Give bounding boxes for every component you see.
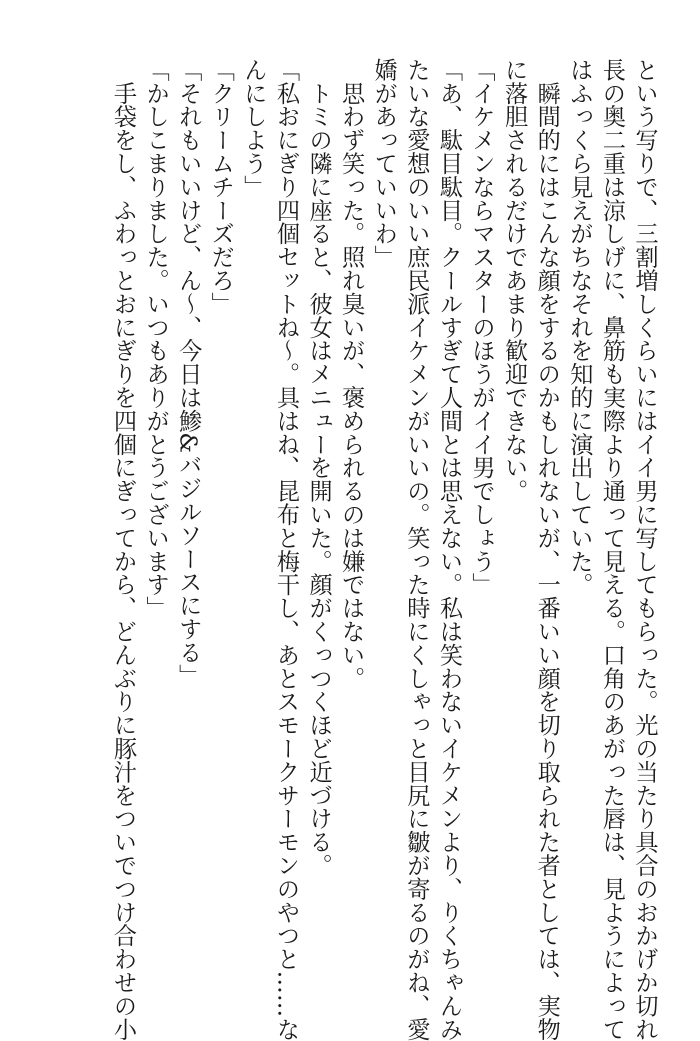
text-line-15: 「それもいいけど、ん～、今日は鯵&バジルソースにする」 xyxy=(174,58,202,688)
text-line-10: 思わず笑った。照れ臭いが、褒められるのは嫌ではない。 xyxy=(337,58,365,690)
text-line-14: 「クリームチーズだろ」 xyxy=(207,58,235,316)
text-line-16: 「かしこまりました。いつもありがとうございます」 xyxy=(142,58,170,620)
text-line-3: はふっくら見えがちなそれを知的に演出していた。 xyxy=(565,58,593,597)
text-line-12: 「私おにぎり四個セットね～。具はね、昆布と梅干し、あとスモークサーモンのやつと……な xyxy=(272,58,300,1041)
text-line-2: 長の奥二重は涼しげに、鼻筋も実際より通って見える。口角のあがった唇は、見ようによって xyxy=(598,58,626,1041)
text-line-8: たいな愛想のいい庶民派イケメンがいいの。笑った時にくしゃっと目尻に皺が寄るのがね、愛 xyxy=(402,58,430,1041)
text-line-1: という写りで、三割増しくらいにはイイ男に写してもらった。光の当たり具合のおかげか切れ xyxy=(631,58,658,1041)
text-line-4: 瞬間的にはこんな顔をするのかもしれないが、一番いい顔を切り取られた者としては、実物 xyxy=(533,58,561,1041)
text-line-5: に落胆されるだけであまり歓迎できない。 xyxy=(500,58,528,503)
text-line-17: 手袋をし、ふわっとおにぎりを四個にぎってから、どんぶりに豚汁をついでつけ合わせの小 xyxy=(109,58,137,1041)
vertical-text-body xyxy=(40,58,660,1041)
text-line-6: 「イケメンならマスターのほうがイイ男でしょう」 xyxy=(468,58,496,597)
text-line-13: んにしよう」 xyxy=(239,58,267,199)
text-line-9: 嬌があっていいわ」 xyxy=(370,58,398,269)
text-line-11: トミの隣に座ると、彼女はメニューを開いた。顔がくっつくほど近づける。 xyxy=(305,58,333,877)
text-line-7: 「あ、駄目駄目。クールすぎて人間とは思えない。私は笑わないイケメンより、りくちゃんみ xyxy=(435,58,463,1041)
